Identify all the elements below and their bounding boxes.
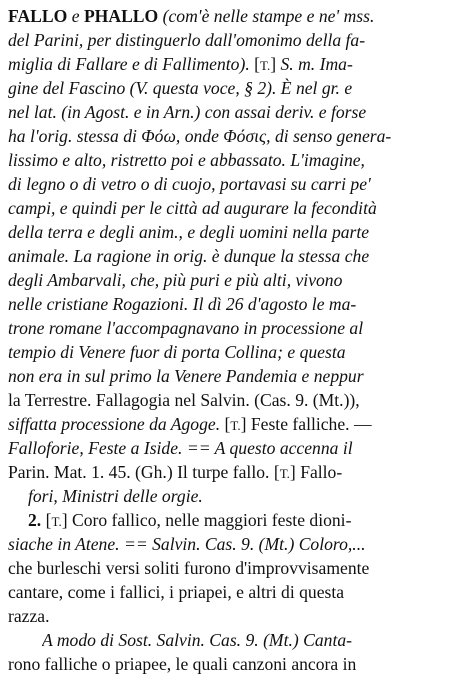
text-line: tempio di Venere fuor di porta Collina; e questa: [8, 342, 346, 362]
text-line: razza.: [8, 606, 50, 626]
source-tag: [T.]: [254, 54, 277, 74]
text-line: cantare, come i fallici, i priapei, e altri di questa: [8, 582, 345, 602]
text-line: Falloforie, Feste a Iside. == A questo accenna il: [8, 438, 353, 458]
text-line: ha l'orig. stessa di Φόω, onde Φόσις, di senso genera-: [8, 126, 392, 146]
text-line: siffatta processione da Agoge. [T.] Feste falliche. —: [8, 414, 372, 434]
text-line: nelle cristiane Rogazioni. Il dì 26 d'agosto le ma-: [8, 294, 357, 314]
source-tag: [T.]: [273, 462, 296, 482]
text-line: animale. La ragione in orig. è dunque la stessa che: [8, 246, 370, 266]
text-line: miglia di Fallare e di Fallimento). [T.] S. m. Ima-: [8, 54, 353, 74]
text-line: fori, Ministri delle orgie.: [28, 486, 203, 506]
sense-number: 2.: [28, 510, 42, 530]
text-line: la Terrestre. Fallagogia nel Salvin. (Cas. 9. (Mt.)),: [8, 390, 360, 410]
text-line: rono falliche o priapee, le quali canzoni ancora in: [8, 654, 357, 674]
text-line: siache in Atene. == Salvin. Cas. 9. (Mt.) Coloro,...: [8, 534, 366, 554]
text-line: nel lat. (in Agost. e in Arn.) con assai deriv. e forse: [8, 102, 367, 122]
text-line: degli Ambarvali, che, più puri e più alti, vivono: [8, 270, 343, 290]
text-line: non era in sul primo la Venere Pandemia e neppur: [8, 366, 364, 386]
source-tag: [T.]: [45, 510, 68, 530]
text-line: del Parini, per distinguerlo dall'omonimo della fa-: [8, 30, 366, 50]
source-tag: [T.]: [224, 414, 247, 434]
text-line: FALLO e PHALLO (com'è nelle stampe e ne' mss.: [8, 6, 375, 26]
text-line: di legno o di vetro o di cuojo, portavasi su carri pe': [8, 174, 371, 194]
text-line: trone romane l'accompagnavano in processione al: [8, 318, 364, 338]
text-line: A modo di Sost. Salvin. Cas. 9. (Mt.) Canta-: [42, 630, 353, 650]
headword-variant: PHALLO: [83, 6, 159, 26]
text-line: della terra e degli anim., e degli uomini nella parte: [8, 222, 370, 242]
text-line: gine del Fascino (V. questa voce, § 2). È nel gr. e: [8, 78, 353, 98]
headword: FALLO: [8, 6, 68, 26]
text-line: campi, e quindi per le città ad augurare la fecondità: [8, 198, 377, 218]
text-line: Parin. Mat. 1. 45. (Gh.) Il turpe fallo. [T.] Fallo-: [8, 462, 343, 482]
sense-2-line: 2. [T.] Coro fallico, nelle maggiori feste dioni-: [28, 510, 352, 530]
text-line: che burleschi versi soliti furono d'improvvisamente: [8, 558, 370, 578]
text-line: lissimo e alto, ristretto poi e abbassato. L'imagine,: [8, 150, 365, 170]
